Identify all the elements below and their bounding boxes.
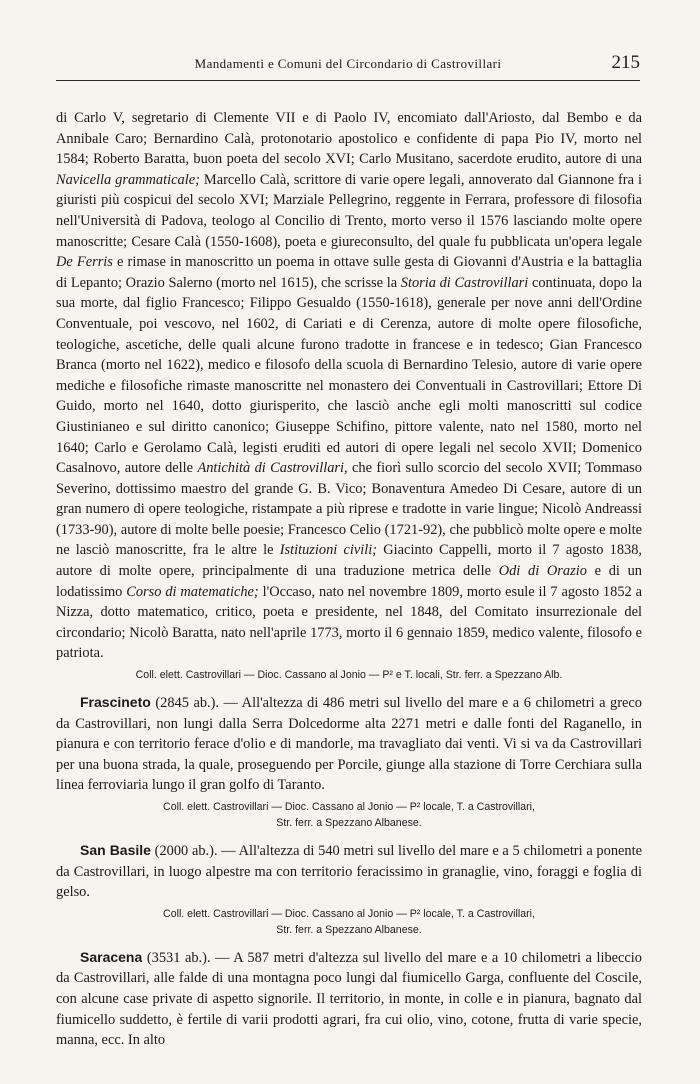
italic-title: Antichità di Castrovillari, bbox=[197, 460, 348, 477]
entry-text: (2000 ab.). — All'altezza di 540 metri sul livello del mare e a 5 chilometri a ponente da Castrovillari, in luogo alpestre ma con territorio feracissimo in granaglie, vino, foraggi e foglia di gelso. bbox=[56, 843, 642, 901]
text-run: Giacinto Cappelli, morto il 7 agosto 1838, autore di molte opere, principalmente di una traduzione metrica delle bbox=[56, 542, 643, 580]
italic-title: Storia di Castrovillari bbox=[400, 274, 529, 291]
text-run: l'Occaso, nato nel novembre 1809, morto esule il 7 agosto 1852 a Nizza, dotto matematico, critico, poeta e presidente, nel 1848, del Comitato insurrezionale del circondario; Nicolò Baratta, nato nell'aprile 1773, morto il 6 gennaio 1859, medico valente, filosofo e patriota. bbox=[56, 583, 642, 662]
text-run: e rimase in manoscritto un poema in ottave sulle gesta di Giovanni d'Austria e la battaglia di Lepanto; Orazio Salerno (morto nel 1615), che scrisse la bbox=[56, 254, 643, 291]
running-title: Mandamenti e Comuni del Circondario di Castrovillari bbox=[194, 56, 502, 71]
text-run: e di un lodatissimo bbox=[56, 563, 642, 600]
paragraph-notable-people bbox=[56, 108, 642, 664]
italic-title: Corso di matematiche; bbox=[126, 583, 259, 600]
italic-title: De Ferris bbox=[56, 254, 113, 271]
note-line: Str. ferr. a Spezzano Albanese. bbox=[276, 817, 422, 829]
text-run: Marcello Calà, scrittore di varie opere legali, annoverato dal Giannone fra i giuristi più cospicui del secolo XVI; Marziale Pellegrino, reggente in Ferrara, professore di filosofia nell'Università di Padova, teologo al Concilio di Trento, morto verso il 1576 lasciando molte opere manoscritte; Cesare Calà (1550-1608), poeta e giureconsulto, del quale fu pubblicata un'opera legale bbox=[56, 171, 642, 250]
text-run: continuata, dopo la sua morte, dal figlio Francesco; Filippo Gesualdo (1550-1618), generale per nove anni dell'Ordine Conventuale, poi vescovo, nel 1602, di Cariati e di Cerenza, autore di molte opere filosofiche, teologiche, ascetiche, delle quali alcune furono tradotte in francese e in tedesco; Gian Francesco Branca (morto nel 1622), medico e filosofo della scuola di Bernardino Telesio, autore di varie opere mediche e filosofiche rimaste manoscritte nel monastero dei Conventuali in Castrovillari; Ettore Di Guido, morto nel 1640, dotto giurisperito, che lasciò anche egli molti manoscritti sul codice Giustinianeo e sul diritto canonico; Giuseppe Schifino, pittore valente, nato nel 1580, morto nel 1640; Carlo e Gerolamo Calà, legisti eruditi ed autori di opere legali nel secolo XVII; Domenico Casalnovo, autore delle bbox=[56, 274, 642, 477]
paragraph-san-basile bbox=[56, 840, 642, 903]
entry-name: Frascineto bbox=[80, 694, 151, 711]
electoral-note bbox=[56, 906, 642, 938]
note-line: Coll. elett. Castrovillari — Dioc. Cassano al Jonio — P² locale, T. a Castrovillari, bbox=[163, 801, 535, 813]
electoral-note: Coll. elett. Castrovillari — Dioc. Cassano al Jonio — P² e T. locali, Str. ferr. a Spezzano Alb. bbox=[135, 669, 563, 682]
text-run: che fiorì sullo scorcio del secolo XVII; Tommaso Severino, dottissimo maestro del grande G. B. Vico; Bonaventura Amedeo Di Cesare, autore di un gran numero di opere teologiche, ristampate a più riprese e tradotte in varie lingue; Nicolò Andreassi (1733-90), autore di molte belle poesie; Francesco Celio (1721-92), che pubblicò molte opere e molte ne lasciò manoscritte, fra le altre le bbox=[56, 460, 642, 559]
entry-name: San Basile bbox=[80, 842, 151, 858]
entry-name: Saracena bbox=[80, 948, 143, 965]
paragraph-saracena bbox=[56, 947, 642, 1051]
running-header bbox=[56, 52, 640, 81]
note-line: Str. ferr. a Spezzano Albanese. bbox=[276, 923, 422, 936]
entry-text: (3531 ab.). — A 587 metri d'altezza sul livello del mare e a 10 chilometri a libeccio da Castrovillari, alle falde di una montagna poco lungi dal fiumicello Garga, confluente del Coscile, con alcune case private di aspetto signorile. Il territorio, in monte, in colle e in pianura, bagnato dal fiumicello suddetto, è fertile di varii prodotti agrari, fra cui olio, vino, cotone, frutta di varie specie, manna, ecc. In alto bbox=[56, 949, 642, 1049]
italic-title: Odi di Orazio bbox=[498, 563, 587, 580]
page-number: 215 bbox=[611, 52, 640, 73]
entry-text: (2845 ab.). — All'altezza di 486 metri sul livello del mare e a 6 chilometri a greco da Castrovillari, non lungi dalla Serra Dolcedorme alta 2271 metri e dalle fonti del Raganello, in pianura e con territorio ferace d'olio e di mandorle, ma travagliato dai venti. Vi si va da Castrovillari per una buona strada, la quale, proseguendo per Porcile, giunge alla stazione di Torre Cerchiara sulla linea ferroviaria lungo il gran golfo di Taranto. bbox=[56, 695, 642, 794]
text-run: di Carlo V, segretario di Clemente VII e di Paolo IV, encomiato dall'Ariosto, dal Bembo e da Annibale Caro; Bernardino Calà, protonotario apostolico e confidente di papa Pio IV, morto nel 1584; Roberto Baratta, buon poeta del secolo XVI; Carlo Musitano, sacerdote erudito, autore di una bbox=[56, 110, 642, 168]
electoral-note bbox=[56, 799, 642, 831]
page-body bbox=[56, 108, 642, 1051]
italic-title: Navicella grammaticale; bbox=[56, 171, 200, 188]
paragraph-frascineto bbox=[56, 692, 642, 796]
note-line: Coll. elett. Castrovillari — Dioc. Cassano al Jonio — P² locale, T. a Castrovillari, bbox=[163, 907, 535, 920]
italic-title: Istituzioni civili; bbox=[279, 542, 378, 559]
